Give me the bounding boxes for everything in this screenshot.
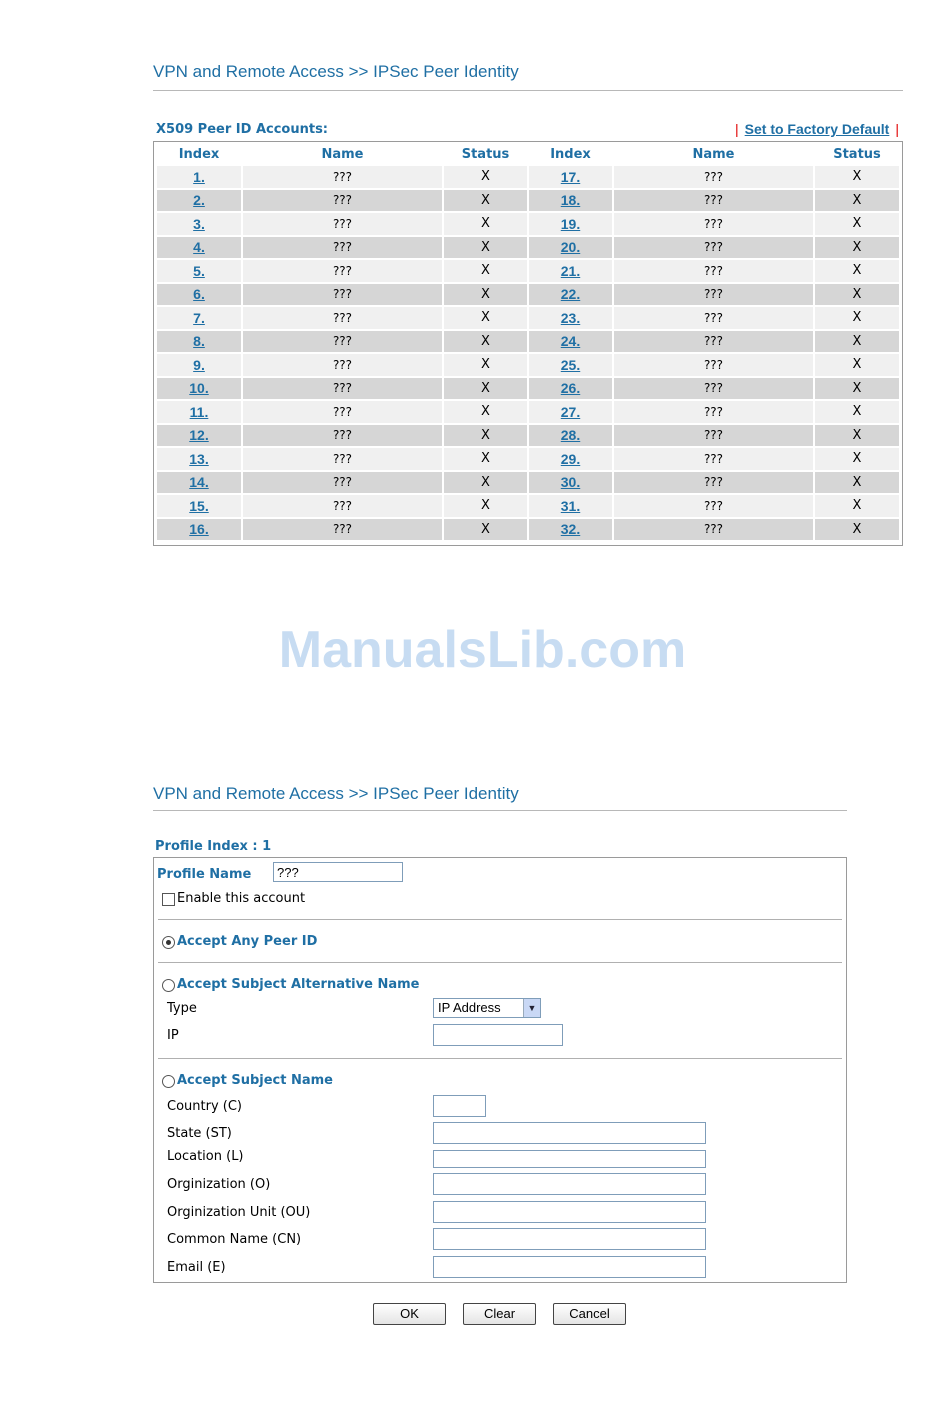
- page-title: VPN and Remote Access >> IPSec Peer Identity: [153, 784, 519, 803]
- status-cell: X: [815, 307, 899, 329]
- status-cell: X: [815, 213, 899, 235]
- name-cell: ???: [243, 495, 442, 517]
- status-cell: X: [444, 260, 527, 282]
- name-cell: ???: [614, 378, 813, 400]
- status-cell: X: [444, 331, 527, 353]
- index-cell: [529, 425, 612, 447]
- index-cell: [157, 190, 241, 212]
- index-link[interactable]: 15.: [189, 497, 209, 514]
- country-label: Country (C): [167, 1099, 242, 1114]
- common-name-label: Common Name (CN): [167, 1232, 302, 1247]
- status-cell: X: [444, 354, 527, 376]
- name-cell: ???: [614, 166, 813, 188]
- separator-bar: |: [735, 121, 739, 137]
- index-link[interactable]: 10.: [189, 380, 209, 397]
- table-row: [157, 472, 899, 494]
- status-cell: X: [444, 166, 527, 188]
- status-cell: X: [815, 401, 899, 423]
- index-cell: [157, 378, 241, 400]
- name-cell: ???: [614, 284, 813, 306]
- profile-name-input[interactable]: [273, 862, 403, 882]
- separator-bar: |: [895, 121, 899, 137]
- name-cell: ???: [243, 401, 442, 423]
- section-divider: [158, 919, 842, 920]
- index-cell: [157, 307, 241, 329]
- index-link[interactable]: 25.: [560, 356, 581, 373]
- status-cell: X: [444, 307, 527, 329]
- location-label: Location (L): [167, 1149, 244, 1164]
- country-input[interactable]: [433, 1095, 486, 1117]
- status-cell: X: [444, 237, 527, 259]
- index-link[interactable]: 23.: [560, 309, 581, 326]
- index-link[interactable]: 1.: [193, 168, 205, 185]
- accounts-table: [153, 141, 903, 546]
- name-cell: ???: [614, 190, 813, 212]
- table-row: [157, 260, 899, 282]
- index-cell: [529, 354, 612, 376]
- index-cell: [529, 237, 612, 259]
- index-link[interactable]: 17.: [560, 168, 581, 185]
- name-cell: ???: [243, 448, 442, 470]
- index-link[interactable]: 27.: [560, 403, 581, 420]
- enable-account-label: Enable this account: [177, 891, 306, 906]
- index-cell: [157, 519, 241, 541]
- index-cell: [529, 307, 612, 329]
- status-cell: X: [815, 354, 899, 376]
- accept-any-peer-label: Accept Any Peer ID: [177, 934, 318, 949]
- name-cell: ???: [614, 495, 813, 517]
- index-cell: [529, 401, 612, 423]
- index-link[interactable]: 9.: [193, 356, 205, 373]
- index-link[interactable]: 28.: [560, 427, 581, 444]
- accounts-label: X509 Peer ID Accounts:: [156, 122, 329, 137]
- common-name-input[interactable]: [433, 1228, 706, 1250]
- index-cell: [157, 237, 241, 259]
- index-link[interactable]: 2.: [193, 192, 205, 209]
- index-cell: [157, 166, 241, 188]
- table-row: [157, 213, 899, 235]
- index-cell: [529, 284, 612, 306]
- status-cell: X: [815, 331, 899, 353]
- index-cell: [157, 260, 241, 282]
- status-cell: X: [815, 425, 899, 447]
- table-header-row: [157, 144, 899, 164]
- table-row: [157, 166, 899, 188]
- index-link[interactable]: 20.: [560, 239, 581, 256]
- name-cell: ???: [243, 472, 442, 494]
- accept-alt-name-label: Accept Subject Alternative Name: [177, 977, 420, 992]
- name-cell: ???: [614, 448, 813, 470]
- index-cell: [529, 519, 612, 541]
- header-status: Status: [461, 146, 510, 162]
- index-cell: [157, 354, 241, 376]
- index-link[interactable]: 18.: [560, 192, 581, 209]
- email-input[interactable]: [433, 1256, 706, 1278]
- name-cell: ???: [243, 425, 442, 447]
- table-row: [157, 331, 899, 353]
- cancel-button[interactable]: Cancel: [553, 1303, 626, 1325]
- name-cell: ???: [614, 401, 813, 423]
- profile-name-label: Profile Name: [157, 867, 252, 882]
- name-cell: ???: [614, 425, 813, 447]
- organization-label: Orginization (O): [167, 1177, 271, 1192]
- name-cell: ???: [243, 166, 442, 188]
- index-link[interactable]: 4.: [193, 239, 205, 256]
- name-cell: ???: [243, 378, 442, 400]
- status-cell: X: [815, 260, 899, 282]
- status-cell: X: [444, 213, 527, 235]
- state-input[interactable]: [433, 1122, 706, 1144]
- index-cell: [529, 331, 612, 353]
- status-cell: X: [444, 495, 527, 517]
- clear-button[interactable]: Clear: [463, 1303, 536, 1325]
- status-cell: X: [815, 237, 899, 259]
- name-cell: ???: [614, 260, 813, 282]
- status-cell: X: [444, 519, 527, 541]
- title-divider: [153, 810, 847, 811]
- index-link[interactable]: 14.: [189, 474, 209, 491]
- index-link[interactable]: 32.: [560, 521, 581, 538]
- accept-subject-name-radio[interactable]: [162, 1075, 175, 1088]
- name-cell: ???: [614, 331, 813, 353]
- table-row: [157, 401, 899, 423]
- watermark: ManualsLib.com: [278, 621, 687, 679]
- index-link[interactable]: 26.: [560, 380, 581, 397]
- status-cell: X: [815, 472, 899, 494]
- type-label: Type: [167, 1001, 197, 1016]
- location-input[interactable]: [433, 1150, 706, 1168]
- index-cell: [529, 260, 612, 282]
- organization-unit-input[interactable]: [433, 1201, 706, 1223]
- status-cell: X: [444, 425, 527, 447]
- index-link[interactable]: 13.: [189, 450, 209, 467]
- status-cell: X: [444, 190, 527, 212]
- name-cell: ???: [614, 213, 813, 235]
- index-link[interactable]: 24.: [560, 333, 581, 350]
- index-link[interactable]: 8.: [193, 333, 205, 350]
- table-row: [157, 448, 899, 470]
- status-cell: X: [815, 448, 899, 470]
- table-row: [157, 425, 899, 447]
- index-cell: [157, 401, 241, 423]
- name-cell: ???: [243, 237, 442, 259]
- profile-index-label: Profile Index : 1: [155, 839, 272, 854]
- accept-alt-name-radio[interactable]: [162, 979, 175, 992]
- type-select-value: IP Address: [438, 1000, 501, 1015]
- table-row: [157, 284, 899, 306]
- name-cell: ???: [614, 237, 813, 259]
- factory-default-link[interactable]: Set to Factory Default: [744, 121, 890, 137]
- index-cell: [157, 331, 241, 353]
- index-cell: [529, 190, 612, 212]
- table-row: [157, 519, 899, 541]
- index-cell: [157, 448, 241, 470]
- status-cell: X: [444, 378, 527, 400]
- index-cell: [529, 448, 612, 470]
- index-link[interactable]: 22.: [560, 286, 581, 303]
- name-cell: ???: [243, 331, 442, 353]
- header-name: Name: [692, 146, 735, 162]
- email-label: Email (E): [167, 1260, 226, 1275]
- index-cell: [529, 213, 612, 235]
- header-index: Index: [178, 146, 220, 162]
- index-cell: [529, 166, 612, 188]
- status-cell: X: [815, 378, 899, 400]
- index-link[interactable]: 29.: [560, 450, 581, 467]
- index-cell: [157, 213, 241, 235]
- index-link[interactable]: 6.: [193, 286, 205, 303]
- index-cell: [529, 378, 612, 400]
- page-title: VPN and Remote Access >> IPSec Peer Identity: [153, 62, 519, 81]
- status-cell: X: [815, 519, 899, 541]
- enable-account-checkbox[interactable]: [162, 893, 175, 906]
- profile-form: [153, 857, 847, 1283]
- organization-unit-label: Orginization Unit (OU): [167, 1205, 311, 1220]
- section-divider: [158, 1058, 842, 1059]
- name-cell: ???: [614, 307, 813, 329]
- ok-button[interactable]: OK: [373, 1303, 446, 1325]
- index-link[interactable]: 16.: [189, 521, 209, 538]
- index-link[interactable]: 21.: [560, 262, 581, 279]
- chevron-down-icon[interactable]: ▼: [523, 999, 540, 1017]
- table-row: [157, 495, 899, 517]
- index-link[interactable]: 5.: [193, 262, 205, 279]
- name-cell: ???: [243, 307, 442, 329]
- status-cell: X: [444, 448, 527, 470]
- name-cell: ???: [614, 519, 813, 541]
- name-cell: ???: [614, 472, 813, 494]
- status-cell: X: [815, 190, 899, 212]
- section-divider: [158, 962, 842, 963]
- name-cell: ???: [243, 519, 442, 541]
- table-row: [157, 378, 899, 400]
- type-select[interactable]: [433, 998, 541, 1018]
- index-cell: [157, 495, 241, 517]
- name-cell: ???: [614, 354, 813, 376]
- header-index: Index: [550, 146, 591, 162]
- status-cell: X: [444, 401, 527, 423]
- status-cell: X: [444, 472, 527, 494]
- index-cell: [157, 472, 241, 494]
- name-cell: ???: [243, 260, 442, 282]
- factory-default-group: [735, 121, 899, 137]
- index-link[interactable]: 19.: [560, 215, 581, 232]
- table-row: [157, 354, 899, 376]
- index-cell: [157, 284, 241, 306]
- index-link[interactable]: 31.: [560, 497, 581, 514]
- accept-subject-name-label: Accept Subject Name: [177, 1073, 333, 1088]
- name-cell: ???: [243, 284, 442, 306]
- ip-input[interactable]: [433, 1024, 563, 1046]
- name-cell: ???: [243, 213, 442, 235]
- index-cell: [157, 425, 241, 447]
- status-cell: X: [815, 495, 899, 517]
- name-cell: ???: [243, 190, 442, 212]
- status-cell: X: [815, 166, 899, 188]
- header-name: Name: [321, 146, 364, 162]
- status-cell: X: [444, 284, 527, 306]
- index-cell: [529, 472, 612, 494]
- table-row: [157, 237, 899, 259]
- index-link[interactable]: 12.: [189, 427, 209, 444]
- index-cell: [529, 495, 612, 517]
- header-status: Status: [833, 146, 881, 162]
- ip-label: IP: [167, 1028, 179, 1043]
- index-link[interactable]: 3.: [193, 215, 205, 232]
- table-row: [157, 190, 899, 212]
- index-link[interactable]: 7.: [193, 309, 205, 326]
- name-cell: ???: [243, 354, 442, 376]
- index-link[interactable]: 30.: [560, 474, 581, 491]
- accept-any-peer-radio[interactable]: [162, 936, 175, 949]
- index-link[interactable]: 11.: [189, 403, 209, 420]
- table-row: [157, 307, 899, 329]
- title-divider: [153, 90, 903, 91]
- state-label: State (ST): [167, 1126, 232, 1141]
- organization-input[interactable]: [433, 1173, 706, 1195]
- status-cell: X: [815, 284, 899, 306]
